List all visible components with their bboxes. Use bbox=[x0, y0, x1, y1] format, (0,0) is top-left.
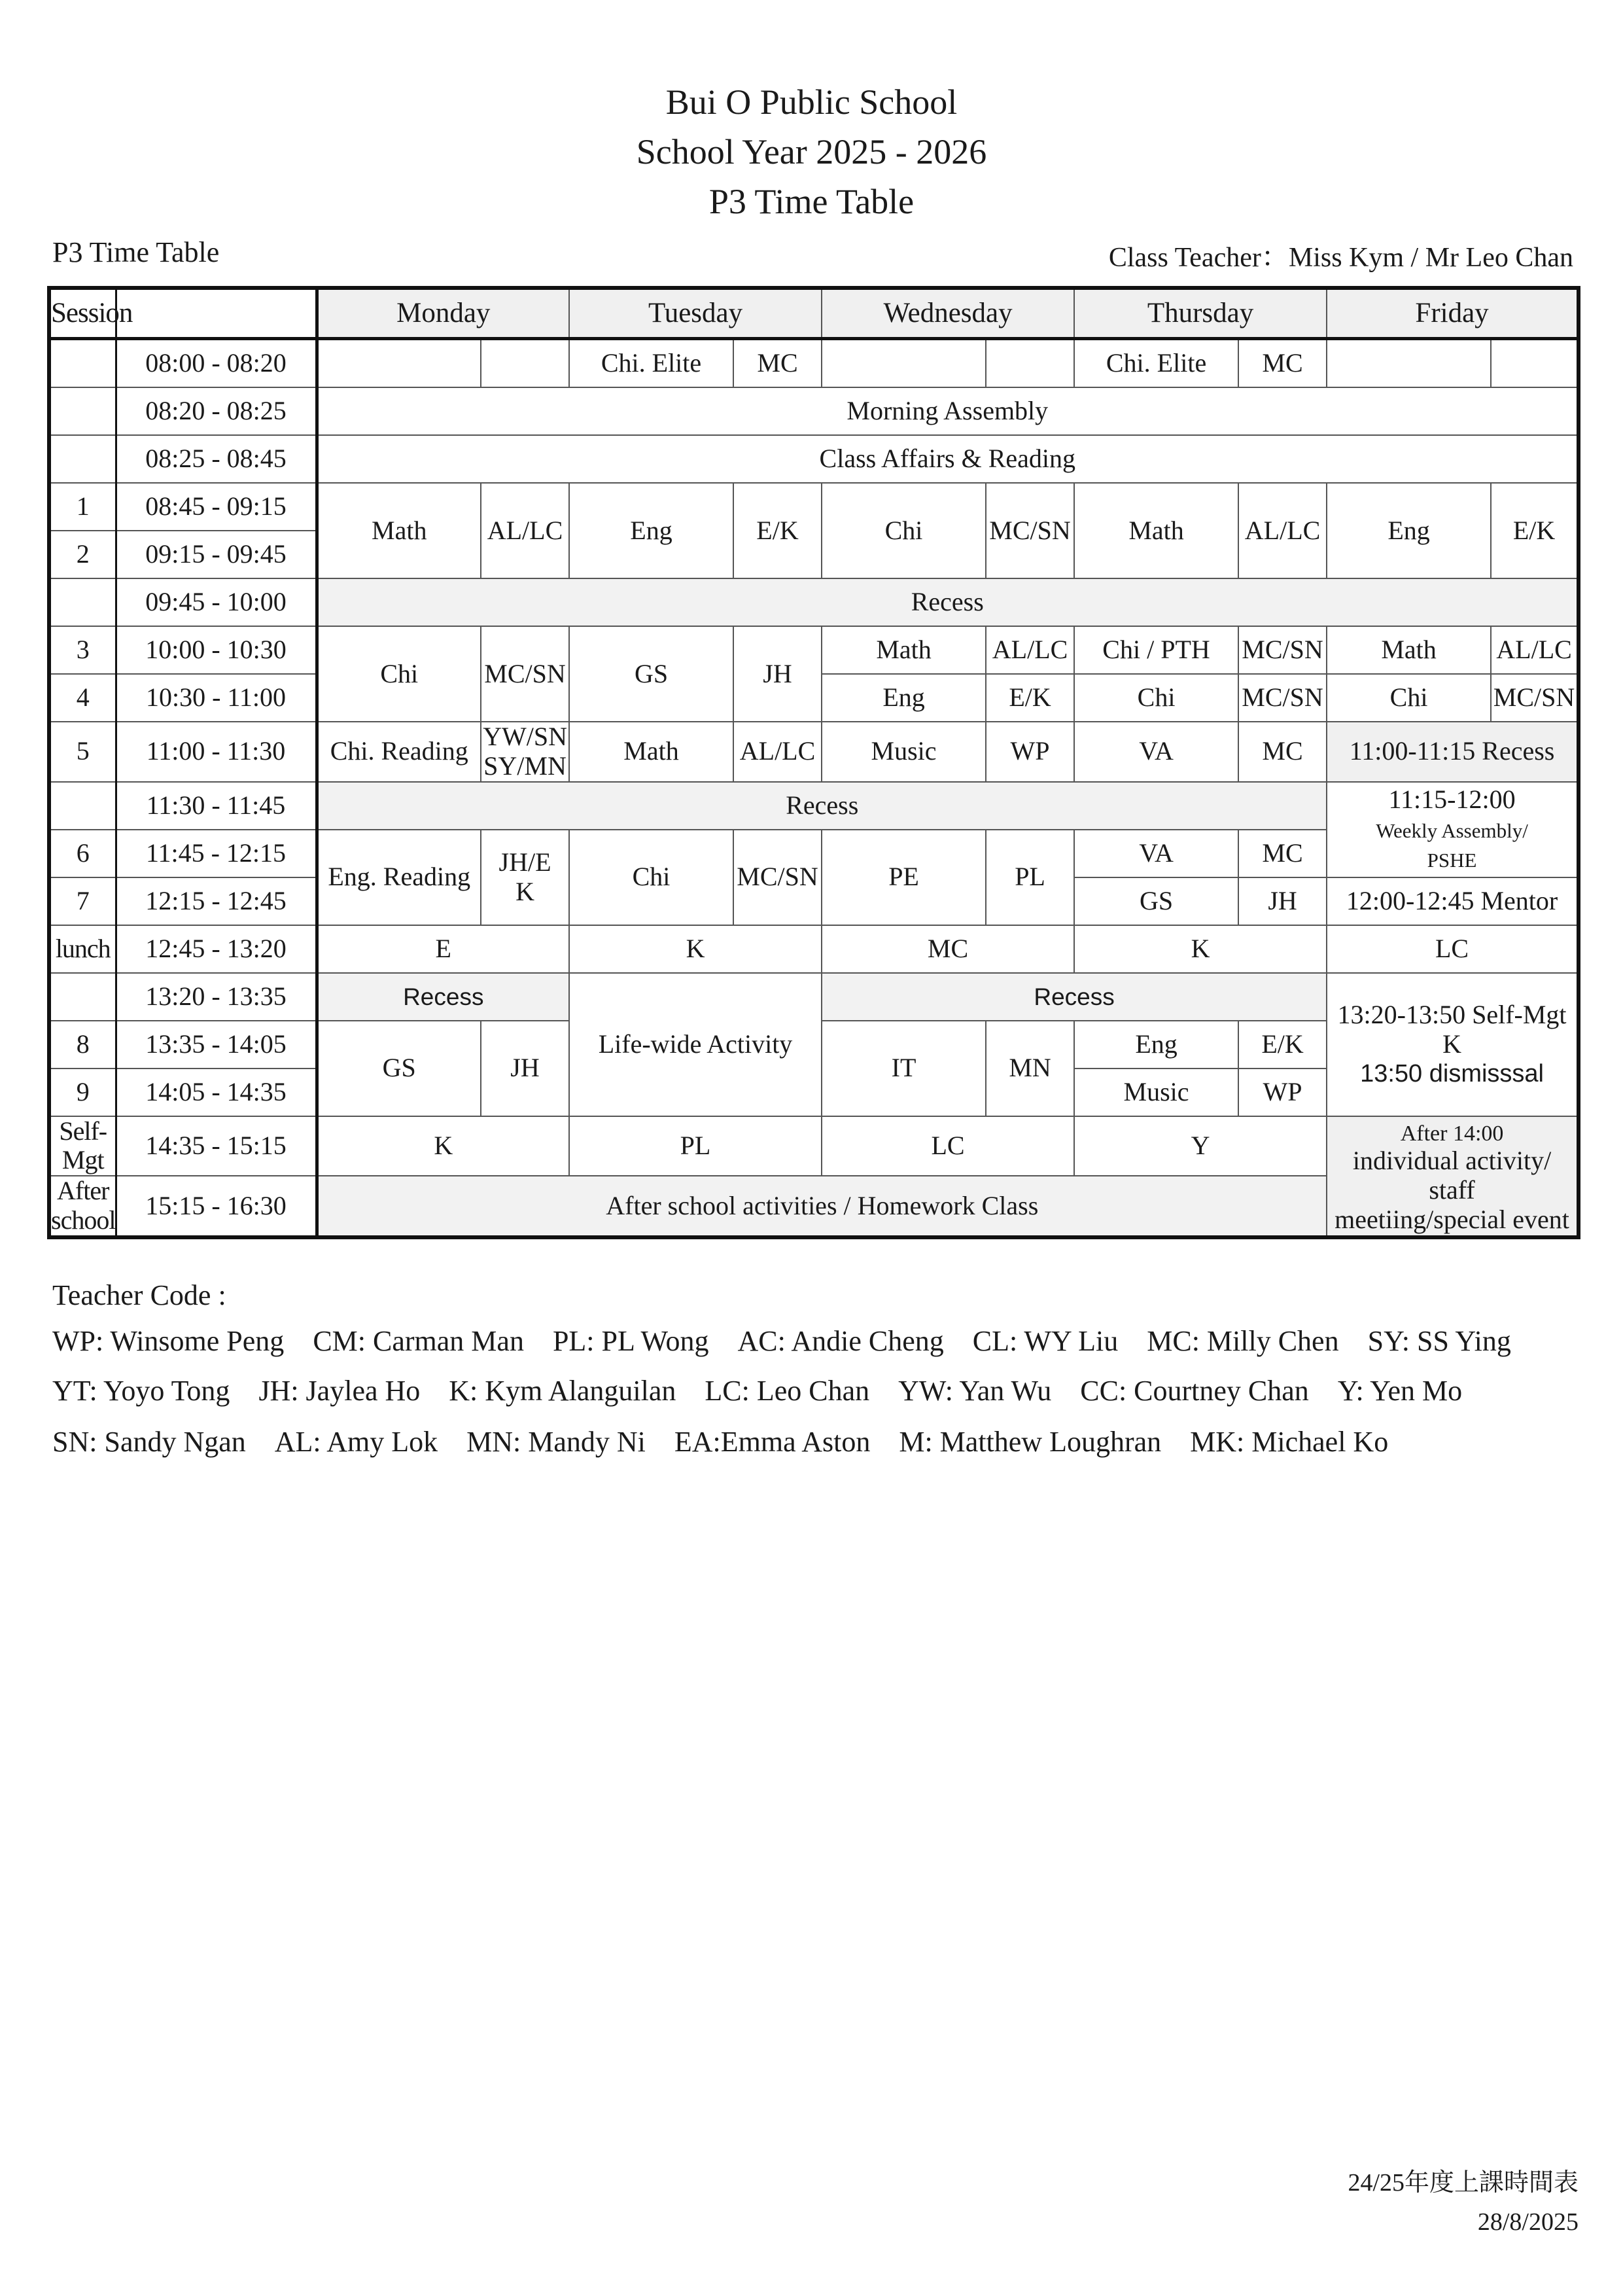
session-line2: school bbox=[51, 1205, 116, 1235]
time-cell: 11:00 - 11:30 bbox=[116, 722, 317, 782]
thu-teacher: MC bbox=[1238, 339, 1327, 388]
thu-selfmgt-teacher: Y bbox=[1074, 1116, 1327, 1176]
thu-subject: GS bbox=[1074, 877, 1238, 925]
thu-teacher: MC bbox=[1238, 830, 1327, 877]
time-cell: 09:45 - 10:00 bbox=[116, 578, 317, 626]
after-school-activities: After school activities / Homework Class bbox=[317, 1176, 1327, 1237]
recess-morning: Recess bbox=[317, 578, 1579, 626]
teacher-code-row bbox=[52, 1366, 1540, 1416]
time-cell: 14:35 - 15:15 bbox=[116, 1116, 317, 1176]
teacher-code: MC: Milly Chen bbox=[1147, 1325, 1339, 1357]
mon-teacher bbox=[481, 339, 569, 388]
fri-subject: Eng bbox=[1327, 483, 1491, 578]
tue-lunch-teacher: K bbox=[569, 925, 822, 973]
wed-selfmgt-teacher: LC bbox=[822, 1116, 1074, 1176]
session-cell bbox=[49, 973, 116, 1021]
teacher-code: YW: Yan Wu bbox=[898, 1375, 1052, 1407]
thu-teacher: JH bbox=[1238, 877, 1327, 925]
teacher-code: SN: Sandy Ngan bbox=[52, 1426, 246, 1458]
table-row bbox=[49, 973, 1579, 1021]
tue-subject: GS bbox=[569, 626, 733, 722]
mon-subject: Eng. Reading bbox=[317, 830, 481, 925]
table-row bbox=[49, 578, 1579, 626]
fri-teacher: MC/SN bbox=[1491, 674, 1579, 722]
time-cell: 08:00 - 08:20 bbox=[116, 339, 317, 388]
fri-teacher: AL/LC bbox=[1491, 626, 1579, 674]
teacher-code: CM: Carman Man bbox=[313, 1325, 524, 1357]
tue-teacher: E/K bbox=[733, 483, 822, 578]
wed-lunch-teacher: MC bbox=[822, 925, 1074, 973]
teacher-code: LC: Leo Chan bbox=[705, 1375, 870, 1407]
teacher-codes bbox=[52, 1275, 1540, 1468]
mon-teacher bbox=[481, 830, 569, 925]
session-cell bbox=[49, 339, 116, 388]
thu-subject: Chi / PTH bbox=[1074, 626, 1238, 674]
day-wednesday: Wednesday bbox=[822, 288, 1074, 339]
session-cell: 9 bbox=[49, 1069, 116, 1116]
fri-subject: Math bbox=[1327, 626, 1491, 674]
teacher-code: PL: PL Wong bbox=[552, 1325, 709, 1357]
timetable-title: P3 Time Table bbox=[708, 182, 915, 221]
teacher-code: WP: Winsome Peng bbox=[52, 1325, 285, 1357]
table-row bbox=[49, 925, 1579, 973]
class-label: P3 Time Table bbox=[52, 236, 220, 268]
wed-subject: Eng bbox=[822, 674, 986, 722]
thu-lunch-teacher: K bbox=[1074, 925, 1327, 973]
wed-subject: PE bbox=[822, 830, 986, 925]
wed-teacher: MN bbox=[986, 1021, 1074, 1116]
fri-self-mgt bbox=[1327, 973, 1579, 1116]
wed-thu-recess bbox=[822, 973, 1327, 1021]
session-cell bbox=[49, 1176, 116, 1237]
wed-teacher: MC/SN bbox=[986, 483, 1074, 578]
tue-teacher: MC bbox=[733, 339, 822, 388]
tue-subject: Math bbox=[569, 722, 733, 782]
fri-teacher: E/K bbox=[1491, 483, 1579, 578]
session-cell: 2 bbox=[49, 531, 116, 578]
table-row bbox=[49, 722, 1579, 782]
thu-teacher: MC/SN bbox=[1238, 674, 1327, 722]
session-cell: 3 bbox=[49, 626, 116, 674]
mon-teacher-line2: SY/MN bbox=[483, 751, 567, 781]
fri-assembly-note2: PSHE bbox=[1427, 848, 1477, 872]
timetable bbox=[47, 286, 1580, 1239]
thu-subject: Chi bbox=[1074, 674, 1238, 722]
class-affairs: Class Affairs & Reading bbox=[317, 435, 1579, 483]
mon-subject: GS bbox=[317, 1021, 481, 1116]
time-cell: 11:30 - 11:45 bbox=[116, 782, 317, 830]
tue-subject: Eng bbox=[569, 483, 733, 578]
session-cell: 1 bbox=[49, 483, 116, 531]
fri-dismissal: 13:50 dismisssal bbox=[1360, 1060, 1544, 1088]
wed-thu-recess-label: Recess bbox=[1034, 983, 1115, 1010]
fri-after-note bbox=[1327, 1116, 1579, 1237]
teacher-code-header: Teacher Code : bbox=[52, 1279, 226, 1311]
wed-subject: IT bbox=[822, 1021, 986, 1116]
table-row bbox=[49, 782, 1579, 830]
session-line1: After bbox=[57, 1176, 109, 1206]
teacher-code: M: Matthew Loughran bbox=[899, 1426, 1162, 1458]
fri-assembly-note1: Weekly Assembly/ bbox=[1376, 819, 1528, 843]
session-cell: 5 bbox=[49, 722, 116, 782]
teacher-code: YT: Yoyo Tong bbox=[52, 1375, 230, 1407]
time-cell: 08:20 - 08:25 bbox=[116, 387, 317, 435]
footer bbox=[1348, 2163, 1579, 2242]
mon-teacher: JH bbox=[481, 1021, 569, 1116]
table-row bbox=[49, 387, 1579, 435]
wed-subject: Math bbox=[822, 626, 986, 674]
mon-recess bbox=[317, 973, 569, 1021]
time-cell: 10:00 - 10:30 bbox=[116, 626, 317, 674]
fri-lunch-teacher: LC bbox=[1327, 925, 1579, 973]
thu-subject: Math bbox=[1074, 483, 1238, 578]
fri-recess: 11:00-11:15 Recess bbox=[1327, 722, 1579, 782]
mon-teacher bbox=[481, 722, 569, 782]
time-header bbox=[116, 288, 317, 339]
time-cell: 15:15 - 16:30 bbox=[116, 1176, 317, 1237]
tue-selfmgt-teacher: PL bbox=[569, 1116, 822, 1176]
mon-recess-label: Recess bbox=[403, 983, 484, 1010]
fri-after-line3: meetiing/special event bbox=[1335, 1204, 1569, 1234]
teacher-code: CL: WY Liu bbox=[972, 1325, 1119, 1357]
table-header-row bbox=[49, 288, 1579, 339]
thu-teacher: WP bbox=[1238, 1069, 1327, 1116]
teacher-code: MK: Michael Ko bbox=[1190, 1426, 1389, 1458]
day-thursday: Thursday bbox=[1074, 288, 1327, 339]
session-cell: 8 bbox=[49, 1021, 116, 1069]
wed-teacher: PL bbox=[986, 830, 1074, 925]
time-cell: 13:20 - 13:35 bbox=[116, 973, 317, 1021]
footer-doc-title: 24/25年度上課時間表 bbox=[1348, 2169, 1579, 2197]
session-cell bbox=[49, 578, 116, 626]
teacher-code: EA:Emma Aston bbox=[674, 1426, 871, 1458]
mon-subject bbox=[317, 339, 481, 388]
time-cell: 12:45 - 13:20 bbox=[116, 925, 317, 973]
thu-teacher: E/K bbox=[1238, 1021, 1327, 1069]
fri-after-line2: individual activity/ staff bbox=[1352, 1146, 1552, 1205]
session-cell bbox=[49, 782, 116, 830]
day-friday: Friday bbox=[1327, 288, 1579, 339]
mon-subject: Math bbox=[317, 483, 481, 578]
teacher-code: AL: Amy Lok bbox=[274, 1426, 438, 1458]
wed-teacher: E/K bbox=[986, 674, 1074, 722]
mon-teacher: MC/SN bbox=[481, 626, 569, 722]
mon-subject: Chi bbox=[317, 626, 481, 722]
recess-midday: Recess bbox=[317, 782, 1327, 830]
fri-mentor: 12:00-12:45 Mentor bbox=[1327, 877, 1579, 925]
teacher-code: CC: Courtney Chan bbox=[1080, 1375, 1309, 1407]
thu-subject: Music bbox=[1074, 1069, 1238, 1116]
time-cell: 08:25 - 08:45 bbox=[116, 435, 317, 483]
mon-subject: Chi. Reading bbox=[317, 722, 481, 782]
day-tuesday: Tuesday bbox=[569, 288, 822, 339]
teacher-code: JH: Jaylea Ho bbox=[258, 1375, 421, 1407]
session-header: Session bbox=[49, 288, 116, 339]
session-cell bbox=[49, 435, 116, 483]
wed-teacher bbox=[986, 339, 1074, 388]
teacher-code-row bbox=[52, 1316, 1540, 1366]
session-cell bbox=[49, 387, 116, 435]
session-cell: 4 bbox=[49, 674, 116, 722]
fri-self-mgt-time: 13:20-13:50 Self-Mgt bbox=[1337, 999, 1567, 1029]
time-cell: 10:30 - 11:00 bbox=[116, 674, 317, 722]
time-cell: 08:45 - 09:15 bbox=[116, 483, 317, 531]
table-row bbox=[49, 339, 1579, 388]
table-row bbox=[49, 626, 1579, 674]
thu-teacher: MC bbox=[1238, 722, 1327, 782]
school-name: Bui O Public School bbox=[665, 82, 958, 122]
day-monday: Monday bbox=[317, 288, 569, 339]
time-cell: 12:15 - 12:45 bbox=[116, 877, 317, 925]
wed-teacher: WP bbox=[986, 722, 1074, 782]
thu-subject: Eng bbox=[1074, 1021, 1238, 1069]
school-year: School Year 2025 - 2026 bbox=[636, 132, 987, 171]
fri-subject bbox=[1327, 339, 1491, 388]
title-block bbox=[0, 77, 1623, 226]
thu-teacher: MC/SN bbox=[1238, 626, 1327, 674]
wed-subject bbox=[822, 339, 986, 388]
mon-teacher-line1: YW/SN bbox=[483, 722, 567, 751]
tue-teacher: AL/LC bbox=[733, 722, 822, 782]
wed-subject: Chi bbox=[822, 483, 986, 578]
time-cell: 13:35 - 14:05 bbox=[116, 1021, 317, 1069]
tue-teacher: JH bbox=[733, 626, 822, 722]
tue-subject: Chi. Elite bbox=[569, 339, 733, 388]
teacher-code: K: Kym Alanguilan bbox=[449, 1375, 676, 1407]
fri-after-line1: After 14:00 bbox=[1400, 1121, 1504, 1146]
mon-teacher-line1: JH/E bbox=[498, 847, 551, 877]
morning-assembly: Morning Assembly bbox=[317, 387, 1579, 435]
wed-subject: Music bbox=[822, 722, 986, 782]
table-row bbox=[49, 1116, 1579, 1176]
teacher-code: Y: Yen Mo bbox=[1337, 1375, 1463, 1407]
mon-teacher: AL/LC bbox=[481, 483, 569, 578]
teacher-code: MN: Mandy Ni bbox=[466, 1426, 646, 1458]
session-cell: 6 bbox=[49, 830, 116, 877]
fri-self-mgt-teacher: K bbox=[1442, 1029, 1461, 1059]
mon-selfmgt-teacher: K bbox=[317, 1116, 569, 1176]
wed-teacher: AL/LC bbox=[986, 626, 1074, 674]
tue-subject: Chi bbox=[569, 830, 733, 925]
fri-teacher bbox=[1491, 339, 1579, 388]
teacher-code-row bbox=[52, 1416, 1540, 1468]
session-cell: 7 bbox=[49, 877, 116, 925]
fri-subject: Chi bbox=[1327, 674, 1491, 722]
mon-teacher-line2: K bbox=[515, 876, 534, 906]
tue-life-wide-activity: Life-wide Activity bbox=[569, 973, 822, 1116]
fri-assembly-time: 11:15-12:00 bbox=[1388, 785, 1516, 815]
fri-weekly-assembly bbox=[1327, 782, 1579, 877]
time-cell: 11:45 - 12:15 bbox=[116, 830, 317, 877]
thu-teacher: AL/LC bbox=[1238, 483, 1327, 578]
table-row bbox=[49, 483, 1579, 531]
footer-date: 28/8/2025 bbox=[1477, 2208, 1579, 2236]
tue-teacher: MC/SN bbox=[733, 830, 822, 925]
teacher-code: AC: Andie Cheng bbox=[737, 1325, 944, 1357]
mon-lunch-teacher: E bbox=[317, 925, 569, 973]
time-cell: 09:15 - 09:45 bbox=[116, 531, 317, 578]
class-teacher: Class Teacher：Miss Kym / Mr Leo Chan bbox=[1108, 243, 1573, 273]
thu-subject: Chi. Elite bbox=[1074, 339, 1238, 388]
thu-subject: VA bbox=[1074, 722, 1238, 782]
session-cell: Self-Mgt bbox=[49, 1116, 116, 1176]
teacher-code: SY: SS Ying bbox=[1367, 1325, 1511, 1357]
time-cell: 14:05 - 14:35 bbox=[116, 1069, 317, 1116]
thu-subject: VA bbox=[1074, 830, 1238, 877]
session-cell: lunch bbox=[49, 925, 116, 973]
table-row bbox=[49, 435, 1579, 483]
